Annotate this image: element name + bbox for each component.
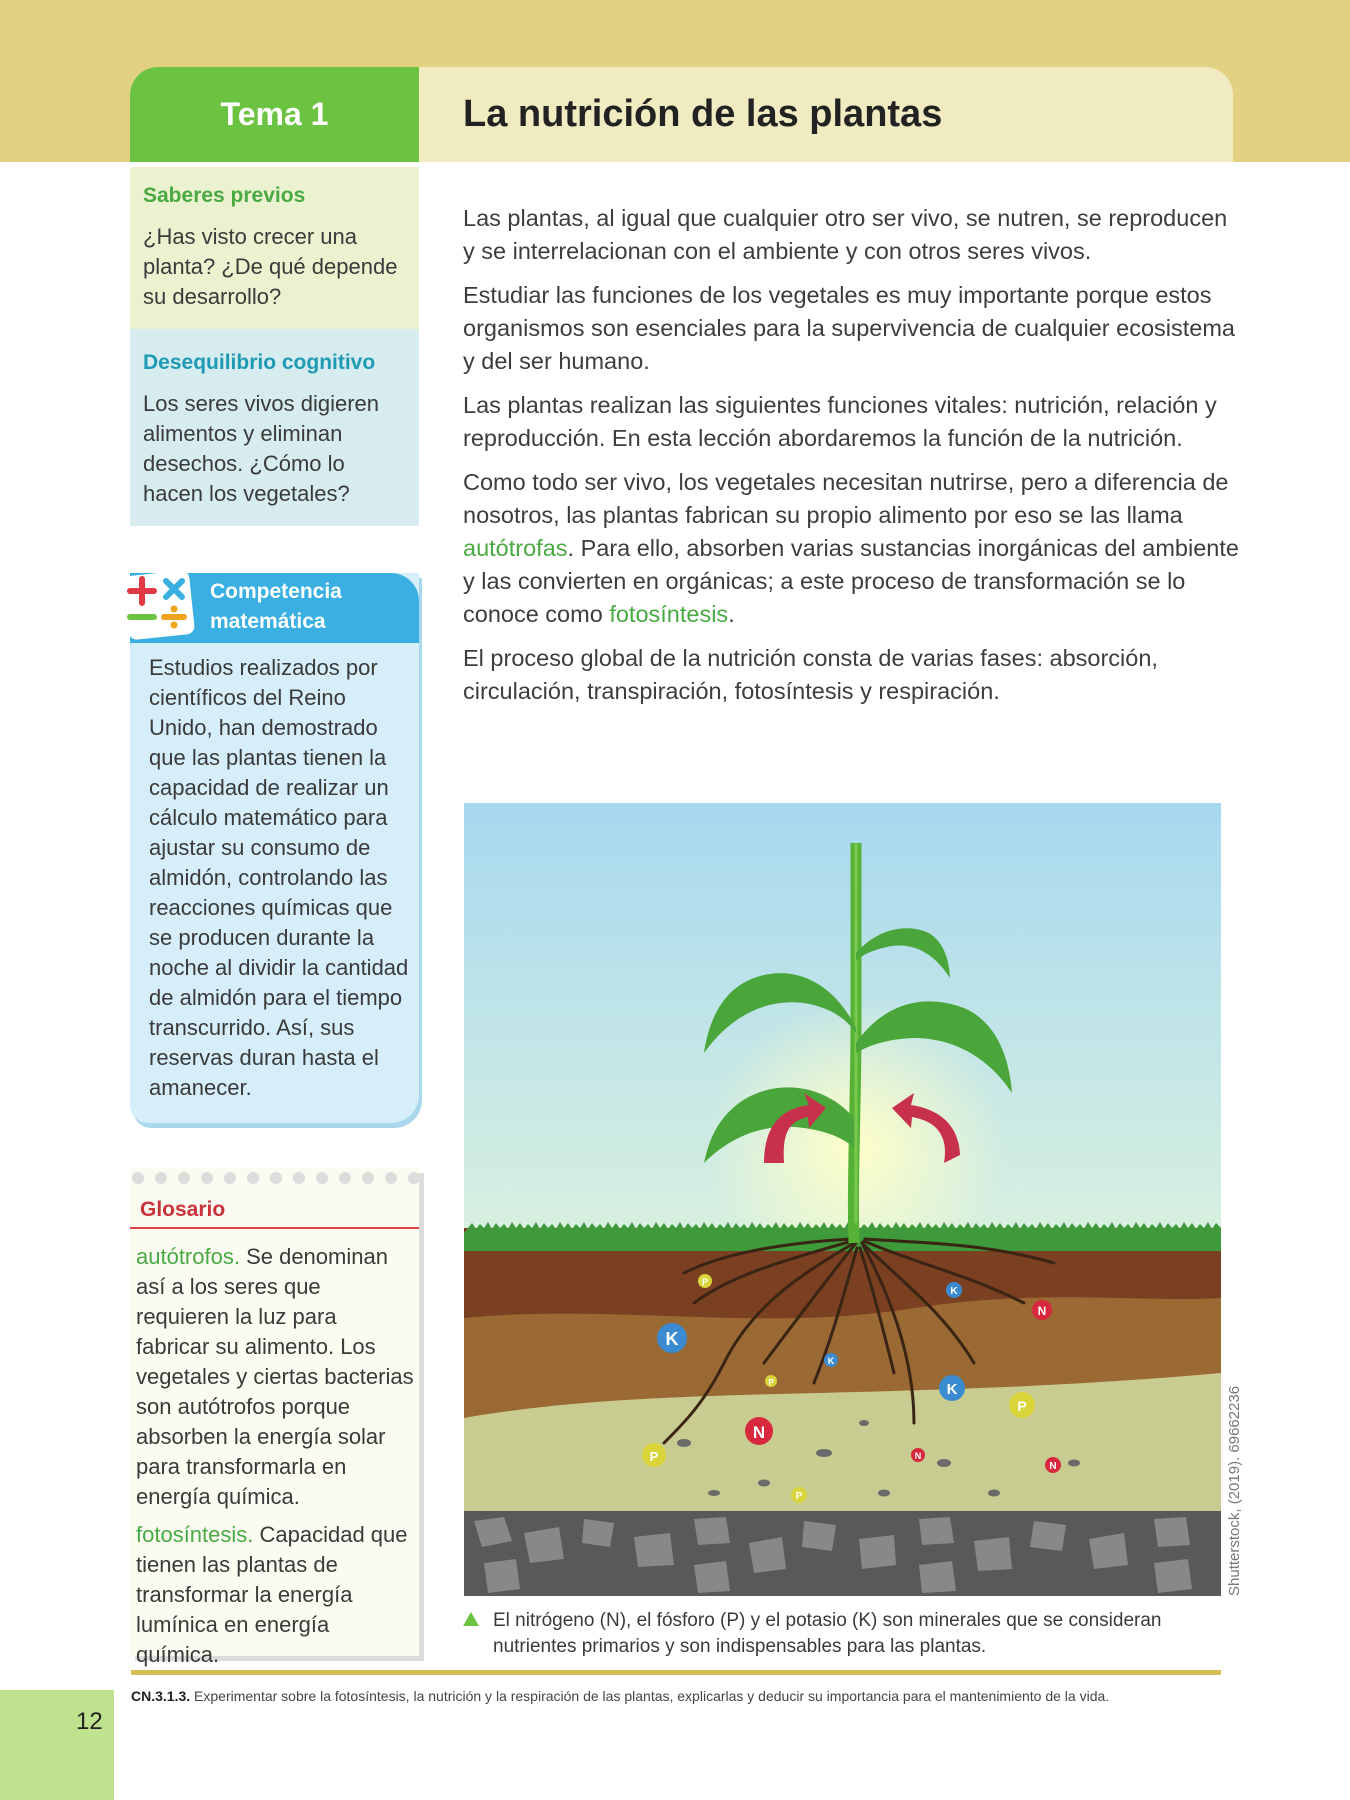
plant-nutrients-illustration	[464, 803, 1221, 1596]
nutrient-n: N	[1037, 1304, 1047, 1318]
nutrient-k: K	[665, 1329, 679, 1349]
math-operations-icon	[120, 565, 200, 645]
glosario-entry	[136, 1242, 416, 1512]
page-number-tab	[0, 1690, 114, 1800]
standard-text: Experimentar sobre la fotosíntesis, la nutrición y la respiración de las plantas, explicarlas y deducir su importancia para el mantenimiento de la vida.	[190, 1688, 1110, 1704]
paragraph: Estudiar las funciones de los vegetales es muy importante porque estos organismos son esenciales para la supervivencia de cualquier ecosistema y del ser humano.	[463, 282, 1236, 374]
page-title: La nutrición de las plantas	[463, 93, 943, 135]
desequilibrio-text: Los seres vivos digieren alimentos y eliminan desechos. ¿Cómo lo hacen los vegetales?	[143, 391, 380, 506]
nutrient-p: P	[701, 1277, 709, 1287]
standard-code: CN.3.1.3.	[131, 1688, 191, 1704]
competencia-box	[130, 573, 419, 1123]
term-highlight: autótrofas	[463, 535, 568, 561]
nutrient-p: P	[1017, 1398, 1027, 1414]
nutrient-k: K	[946, 1381, 958, 1398]
saberes-text: ¿Has visto crecer una planta? ¿De qué depende su desarrollo?	[143, 224, 398, 309]
paragraph-text: Como todo ser vivo, los vegetales necesitan nutrirse, pero a diferencia de nosotros, las plantas fabrican su propio alimento por eso se las llama	[463, 469, 1229, 528]
paragraph-text: . Para ello, absorben varias sustancias inorgánicas del ambiente y las convierten en orgánicas; a este proceso de transformación se lo conoce como	[463, 535, 1239, 627]
nutrient-p: P	[795, 1491, 803, 1502]
caption-triangle-icon	[463, 1612, 479, 1626]
nutrient-k: K	[827, 1356, 835, 1366]
nutrient-n: N	[1049, 1461, 1057, 1472]
saberes-heading: Saberes previos	[143, 184, 306, 207]
competencia-heading-1: Competencia	[210, 580, 342, 603]
footer-divider	[131, 1670, 1221, 1675]
topic-label: Tema 1	[130, 67, 419, 162]
glosario-body	[136, 1242, 416, 1678]
glosario-definition: Se denominan así a los seres que requieren la luz para fabricar su alimento. Los vegetales y ciertas bacterias son autótrofos porque absorben la energía solar para transformarla en energía química.	[136, 1244, 414, 1509]
image-credit: Shutterstock, (2019). 69662236	[1226, 1385, 1243, 1596]
main-text	[463, 202, 1243, 719]
glosario-divider	[130, 1227, 419, 1229]
header	[130, 67, 1233, 162]
desequilibrio-box	[130, 329, 419, 526]
nutrient-k: K	[950, 1286, 958, 1297]
paragraph-text: .	[728, 601, 735, 627]
nutrient-p: P	[649, 1449, 659, 1464]
nutrient-p: P	[768, 1378, 774, 1387]
glosario-entry	[136, 1520, 416, 1670]
desequilibrio-heading: Desequilibrio cognitivo	[143, 351, 376, 374]
competencia-heading-2: matemática	[210, 610, 326, 633]
glosario-definition: Capacidad que tienen las plantas de transformar la energía lumínica en energía química.	[136, 1522, 408, 1667]
nutrient-n: N	[914, 1451, 922, 1461]
saberes-previos-box	[130, 167, 419, 329]
glosario-box	[130, 1168, 419, 1667]
glosario-term: fotosíntesis.	[136, 1522, 254, 1547]
spiral-binding	[130, 1168, 419, 1190]
caption-text: El nitrógeno (N), el fósforo (P) y el potasio (K) son minerales que se consideran nutrientes primarios y son indispensables para las plantas.	[493, 1610, 1162, 1657]
paragraph: El proceso global de la nutrición consta de varias fases: absorción, circulación, transpiración, fotosíntesis y respiración.	[463, 645, 1158, 704]
glosario-heading: Glosario	[140, 1198, 226, 1221]
page-number: 12	[76, 1708, 103, 1735]
curriculum-standard	[131, 1688, 1231, 1704]
paragraph: Las plantas, al igual que cualquier otro ser vivo, se nutren, se reproducen y se interrelacionan con el ambiente y con otros seres vivos.	[463, 205, 1228, 264]
nutrient-n: N	[752, 1423, 766, 1442]
competencia-text: Estudios realizados por científicos del Reino Unido, han demostrado que las plantas tienen la capacidad de realizar un cálculo matemático para ajustar su consumo de almidón, controlando las reacciones químicas que se producen durante la noche al dividir la cantidad de almidón para el tiempo transcurrido. Así, sus reservas duran hasta el amanecer.	[149, 655, 409, 1100]
glosario-term: autótrofos.	[136, 1244, 240, 1269]
paragraph: Las plantas realizan las siguientes funciones vitales: nutrición, relación y reproducción. En esta lección abordaremos la función de la nutrición.	[463, 392, 1217, 451]
term-highlight: fotosíntesis	[609, 601, 729, 627]
paragraph	[463, 466, 1243, 631]
